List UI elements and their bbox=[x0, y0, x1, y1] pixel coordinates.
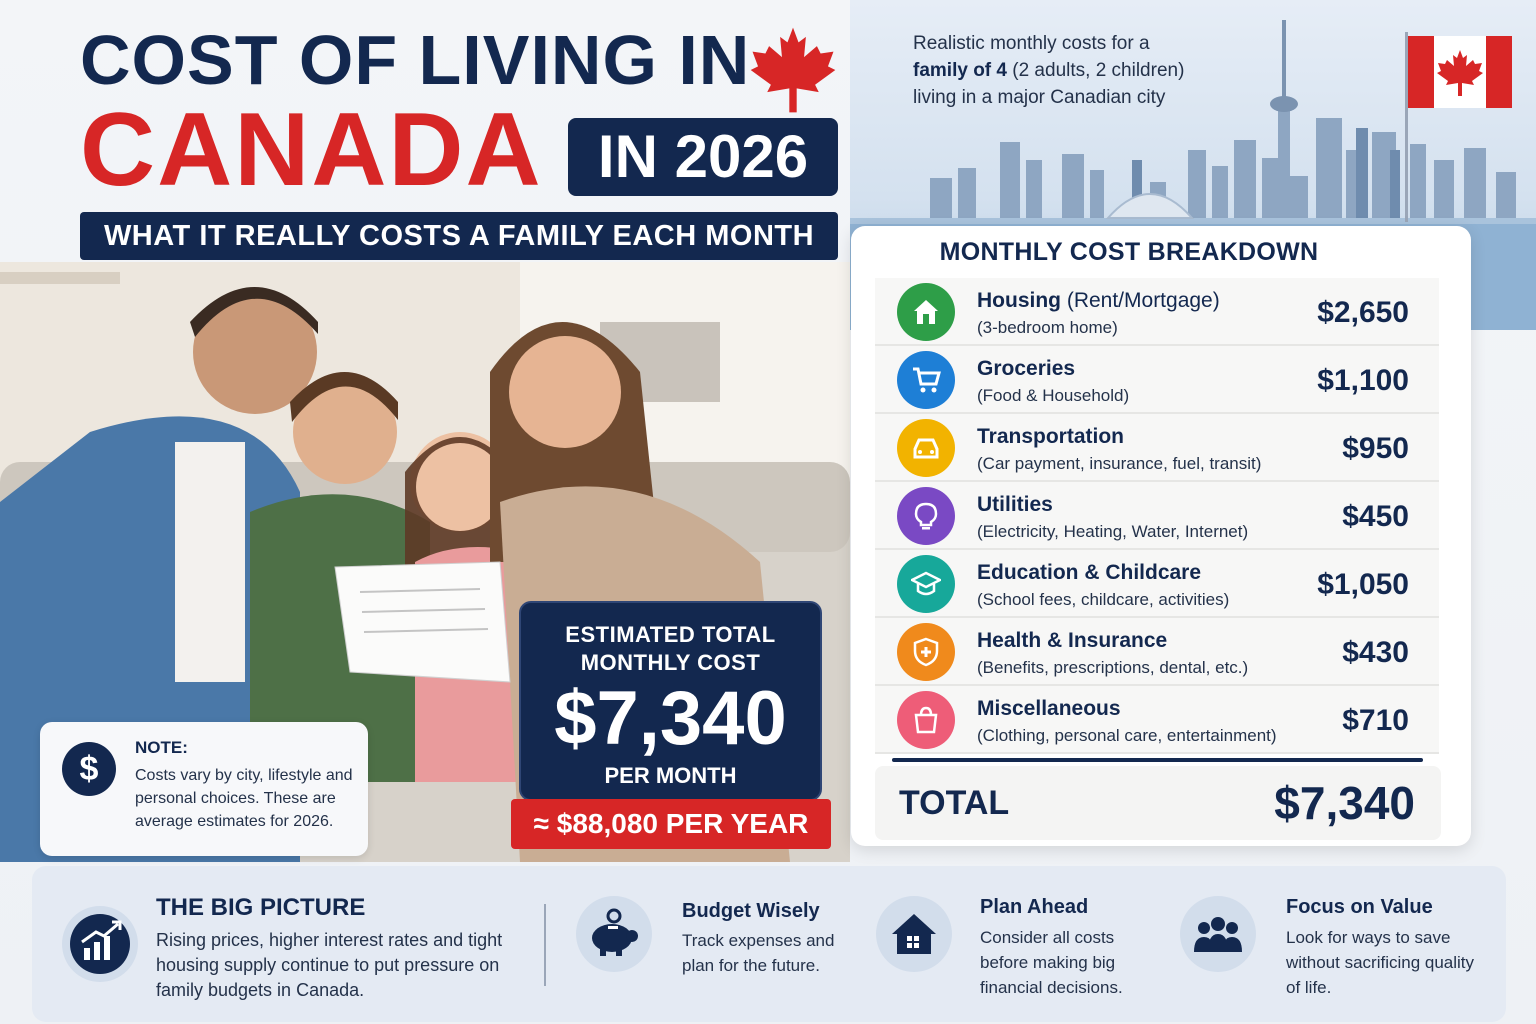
budget-wisely-title: Budget Wisely bbox=[682, 900, 820, 922]
home-icon bbox=[876, 896, 952, 972]
cost-row-title-main: Groceries bbox=[977, 357, 1076, 380]
cost-row-subtitle: (Clothing, personal care, entertainment) bbox=[977, 726, 1277, 745]
plan-ahead-text: Consider all costs before making big financial decisions. bbox=[980, 928, 1123, 997]
cost-row-title-main: Utilities bbox=[977, 493, 1053, 516]
total-row bbox=[875, 766, 1441, 840]
intro-line3: living in a major Canadian city bbox=[913, 87, 1166, 108]
estimated-total-label-line2: MONTHLY COST bbox=[580, 650, 761, 675]
cost-row-subtitle: (Electricity, Heating, Water, Internet) bbox=[977, 522, 1249, 541]
estimated-total-label-line1: ESTIMATED TOTAL bbox=[565, 622, 776, 647]
subtitle-banner: WHAT IT REALLY COSTS A FAMILY EACH MONTH bbox=[80, 212, 838, 260]
cost-row-title-main: Transportation bbox=[977, 425, 1125, 448]
plan-ahead-title: Plan Ahead bbox=[980, 896, 1089, 918]
cost-row-amount: $430 bbox=[1342, 636, 1409, 669]
cost-row-title-main: Housing bbox=[977, 289, 1061, 312]
cost-row-subtitle: (Food & Household) bbox=[977, 386, 1130, 405]
intro-line1: Realistic monthly costs for a bbox=[913, 33, 1150, 54]
cart-icon bbox=[897, 351, 955, 409]
budget-wisely-text: Track expenses and plan for the future. bbox=[682, 931, 835, 975]
cost-row-utilities bbox=[875, 482, 1439, 550]
shopping-bag-icon bbox=[897, 691, 955, 749]
estimated-total-label bbox=[521, 621, 820, 677]
lightbulb-icon bbox=[897, 487, 955, 545]
estimated-total-box bbox=[519, 601, 822, 801]
cost-row-amount: $1,100 bbox=[1317, 364, 1409, 397]
cost-row-title bbox=[977, 561, 1201, 585]
total-amount: $7,340 bbox=[1274, 777, 1415, 829]
canada-flag-icon bbox=[1408, 36, 1512, 108]
note-box bbox=[40, 722, 368, 856]
cost-row-title-extra: (Rent/Mortgage) bbox=[1061, 289, 1220, 312]
cost-row-amount: $950 bbox=[1342, 432, 1409, 465]
chart-growth-icon bbox=[62, 906, 138, 982]
intro-line2 bbox=[913, 57, 1253, 84]
breakdown-title: MONTHLY COST BREAKDOWN bbox=[939, 238, 1319, 266]
cost-row-amount: $1,050 bbox=[1317, 568, 1409, 601]
cost-row-miscellaneous bbox=[875, 686, 1439, 754]
total-divider bbox=[892, 758, 1423, 762]
title-year-badge: IN 2026 bbox=[568, 118, 838, 196]
per-month-label: PER MONTH bbox=[604, 763, 737, 788]
estimated-total-amount: $7,340 bbox=[554, 676, 787, 761]
house-icon bbox=[897, 283, 955, 341]
car-icon bbox=[897, 419, 955, 477]
cost-row-health-insurance bbox=[875, 618, 1439, 686]
intro-text bbox=[913, 30, 1253, 111]
title-line1: COST OF LIVING IN bbox=[80, 21, 751, 99]
cost-breakdown-card bbox=[851, 226, 1471, 846]
cost-row-title bbox=[977, 697, 1121, 721]
cost-row-housing bbox=[875, 278, 1439, 346]
shield-icon bbox=[897, 623, 955, 681]
bottom-info-strip bbox=[32, 866, 1506, 1022]
cost-row-title bbox=[977, 629, 1167, 653]
graduation-cap-icon bbox=[897, 555, 955, 613]
cost-row-education-childcare bbox=[875, 550, 1439, 618]
people-icon bbox=[1180, 896, 1256, 972]
cost-row-amount: $450 bbox=[1342, 500, 1409, 533]
section-divider bbox=[544, 904, 546, 986]
yearly-total-ribbon: ≈ $88,080 PER YEAR bbox=[511, 799, 831, 849]
dollar-icon: $ bbox=[62, 742, 116, 796]
note-text: Costs vary by city, lifestyle and personal choices. These are average estimates for 2026. bbox=[135, 767, 353, 830]
big-picture-title: THE BIG PICTURE bbox=[156, 894, 366, 921]
cost-row-amount: $2,650 bbox=[1317, 296, 1409, 329]
cost-row-groceries bbox=[875, 346, 1439, 414]
cost-row-title bbox=[977, 289, 1220, 313]
big-picture-text: Rising prices, higher interest rates and tight housing supply continue to put pressure on family budgets in Canada. bbox=[156, 930, 503, 1000]
cost-row-title-main: Education & Childcare bbox=[977, 561, 1202, 584]
intro-bold: family of 4 bbox=[913, 60, 1007, 81]
title-country: CANADA bbox=[80, 92, 543, 208]
cost-row-title-main: Health & Insurance bbox=[977, 629, 1168, 652]
cost-row-transportation bbox=[875, 414, 1439, 482]
cost-row-subtitle: (Car payment, insurance, fuel, transit) bbox=[977, 454, 1262, 473]
cost-row-subtitle: (Benefits, prescriptions, dental, etc.) bbox=[977, 658, 1249, 677]
piggy-bank-icon bbox=[576, 896, 652, 972]
focus-on-value-title: Focus on Value bbox=[1286, 896, 1433, 918]
total-label: TOTAL bbox=[899, 784, 1010, 822]
cost-row-subtitle: (3-bedroom home) bbox=[977, 318, 1118, 337]
focus-on-value-text: Look for ways to save without sacrificing quality of life. bbox=[1286, 928, 1475, 997]
note-title: NOTE: bbox=[135, 738, 188, 757]
maple-leaf-icon bbox=[745, 24, 841, 116]
cost-row-title bbox=[977, 425, 1124, 449]
cost-row-subtitle: (School fees, childcare, activities) bbox=[977, 590, 1230, 609]
intro-line2-rest: (2 adults, 2 children) bbox=[1006, 60, 1185, 81]
cost-row-title-main: Miscellaneous bbox=[977, 697, 1121, 720]
cost-row-amount: $710 bbox=[1342, 704, 1409, 737]
cost-row-title bbox=[977, 493, 1053, 517]
cost-row-title bbox=[977, 357, 1075, 381]
